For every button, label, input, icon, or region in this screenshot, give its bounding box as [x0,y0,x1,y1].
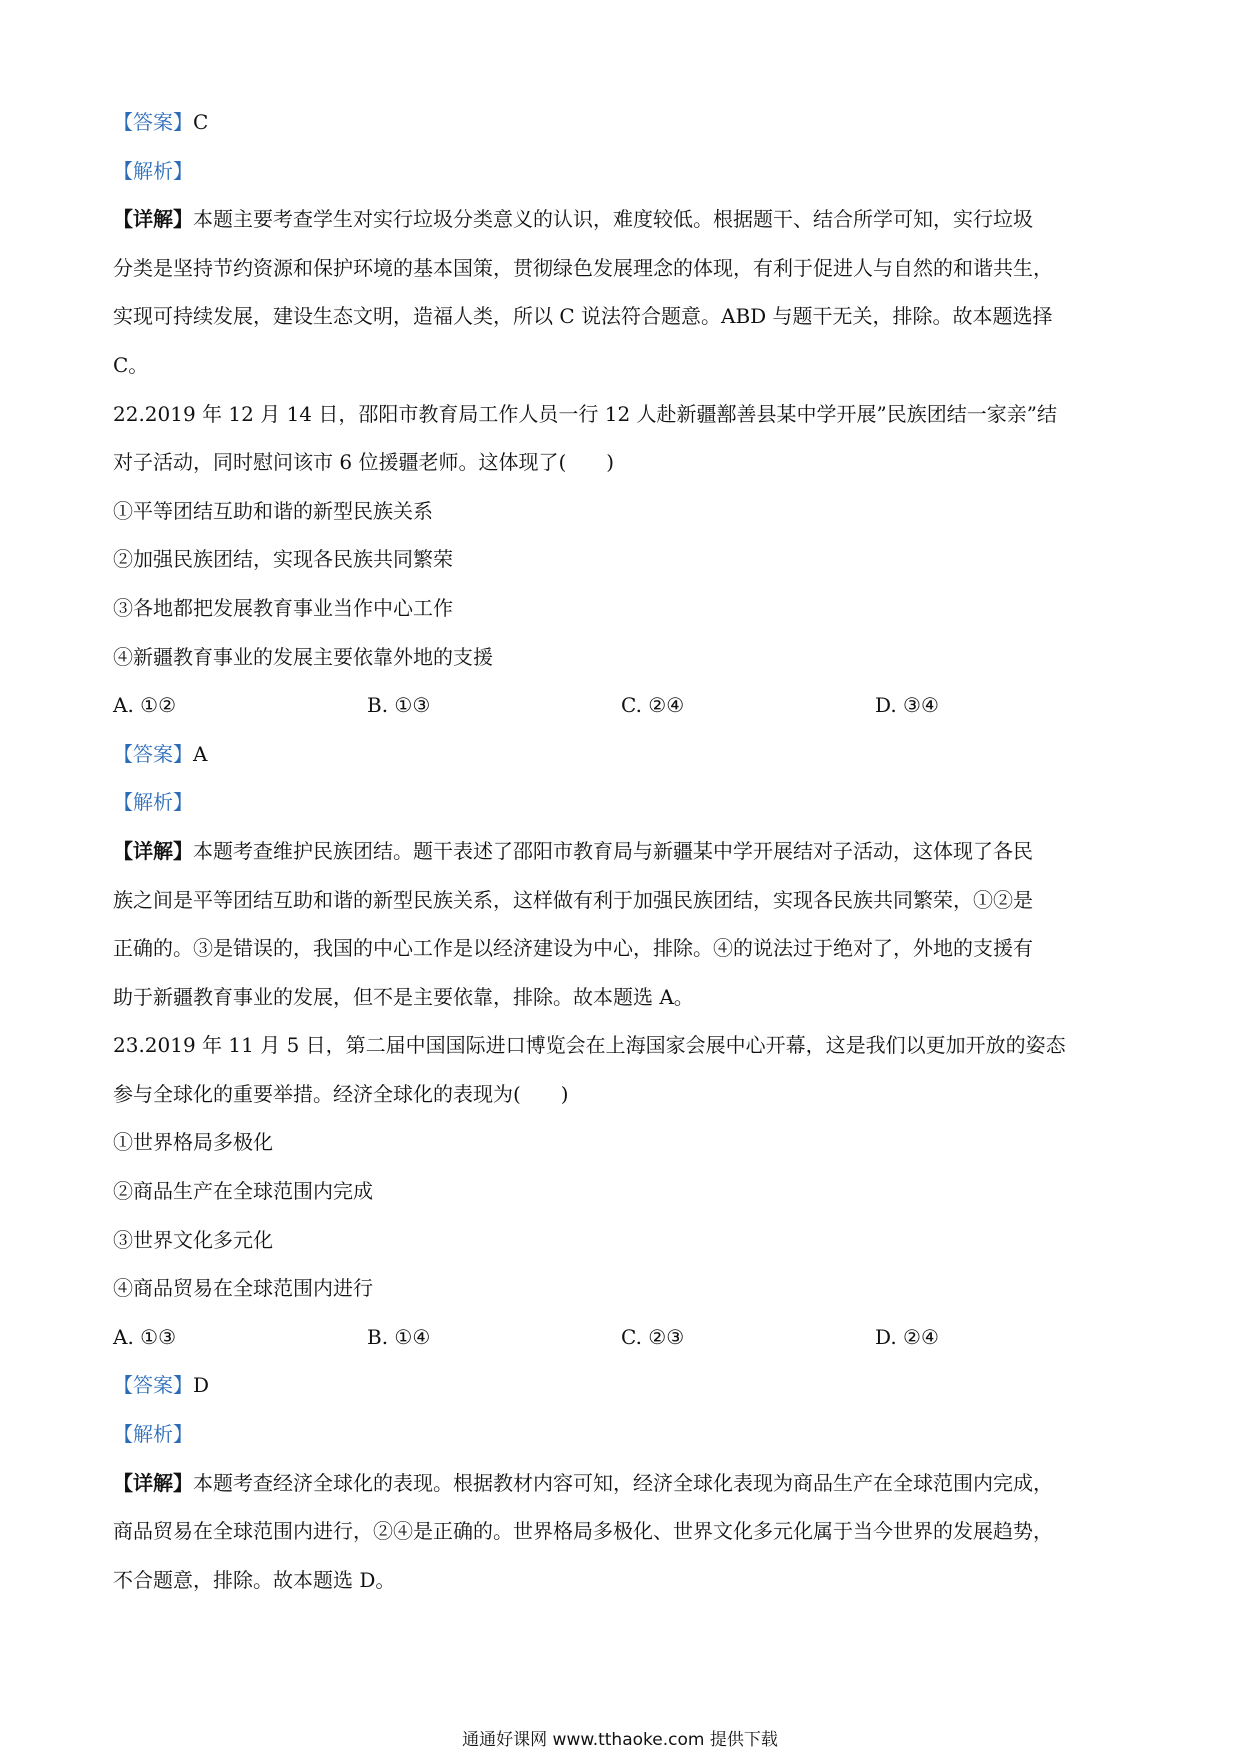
q23-statement: ③世界文化多元化 [113,1227,273,1252]
q21-analysis [113,147,1133,196]
q21-detail-line [113,195,1133,244]
q22-question-line: 22.2019 年 12 月 14 日，邵阳市教育局工作人员一行 12 人赴新疆鄯善县某中学开展”民族团结一家亲”结 [113,401,1058,426]
q22-statement: ③各地都把发展教育事业当作中心工作 [113,595,453,620]
q23-question-line: 参与全球化的重要举措。经济全球化的表现为( ) [113,1081,569,1106]
detail-label: 【详解】 [113,1470,193,1495]
answer-label: 【答案】 [113,110,193,134]
q22-options [113,681,1133,730]
option-c: C. ②④ [621,693,685,718]
answer-value: D [193,1373,210,1398]
q21-detail-line: 实现可持续发展，建设生态文明，造福人类，所以 C 说法符合题意。ABD 与题干无关，排除。故本题选择 [113,304,1053,329]
q22-statement: ④新疆教育事业的发展主要依靠外地的支援 [113,644,493,669]
q22-detail-line: 族之间是平等团结互助和谐的新型民族关系，这样做有利于加强民族团结，实现各民族共同繁荣，①②是 [113,887,1033,912]
q23-statement: ④商品贸易在全球范围内进行 [113,1276,373,1301]
q21-detail-line: C。 [113,352,149,377]
option-b: B. ①④ [367,1324,431,1349]
q21-detail-line: 分类是坚持节约资源和保护环境的基本国策，贯彻绿色发展理念的体现，有利于促进人与自然的和谐共生， [113,255,1053,280]
q23-question-line: 23.2019 年 11 月 5 日，第二届中国国际进口博览会在上海国家会展中心开幕，这是我们以更加开放的姿态 [113,1033,1066,1058]
q23-answer [113,1361,1133,1410]
q23-statement: ①世界格局多极化 [113,1130,273,1155]
answer-label: 【答案】 [113,741,193,766]
analysis-label: 【解析】 [113,158,193,183]
detail-label: 【详解】 [113,838,193,863]
q23-detail-line: 商品贸易在全球范围内进行，②④是正确的。世界格局多极化、世界文化多元化属于当今世界的发展趋势， [113,1519,1053,1544]
analysis-label: 【解析】 [113,1422,193,1447]
option-d: D. ②④ [875,1324,939,1349]
detail-text: 本题考查经济全球化的表现。根据教材内容可知，经济全球化表现为商品生产在全球范围内完成， [193,1470,1053,1495]
q22-detail-line: 正确的。③是错误的，我国的中心工作是以经济建设为中心，排除。④的说法过于绝对了，外地的支援有 [113,936,1033,961]
answer-value: C [193,110,209,134]
analysis-label: 【解析】 [113,790,193,815]
option-a: A. ①③ [113,1324,177,1349]
answer-label: 【答案】 [113,1373,193,1398]
q21-answer [113,98,1133,147]
detail-label: 【详解】 [113,207,193,232]
option-a: A. ①② [113,693,177,718]
q22-detail-line: 助于新疆教育事业的发展，但不是主要依靠，排除。故本题选 A。 [113,984,694,1009]
q22-statement: ①平等团结互助和谐的新型民族关系 [113,498,433,523]
option-b: B. ①③ [367,693,431,718]
option-c: C. ②③ [621,1324,685,1349]
detail-text: 本题考查维护民族团结。题干表述了邵阳市教育局与新疆某中学开展结对子活动，这体现了各民 [193,838,1033,863]
q23-statement: ②商品生产在全球范围内完成 [113,1179,373,1204]
detail-text: 本题主要考查学生对实行垃圾分类意义的认识，难度较低。根据题干、结合所学可知，实行垃圾 [193,207,1033,232]
document-page [113,98,1133,1604]
q23-detail-line [113,1459,1133,1508]
q23-analysis [113,1410,1133,1459]
page-footer: 通通好课网 www.tthaoke.com 提供下载 [462,1730,778,1750]
q22-answer [113,730,1133,779]
q23-detail-line: 不合题意，排除。故本题选 D。 [113,1567,396,1592]
option-d: D. ③④ [875,693,939,718]
q22-question-line: 对子活动，同时慰问该市 6 位援疆老师。这体现了( ) [113,450,615,475]
q22-analysis [113,778,1133,827]
q23-options [113,1313,1133,1362]
answer-value: A [193,741,208,766]
q22-statement: ②加强民族团结，实现各民族共同繁荣 [113,547,453,572]
q22-detail-line [113,827,1133,876]
